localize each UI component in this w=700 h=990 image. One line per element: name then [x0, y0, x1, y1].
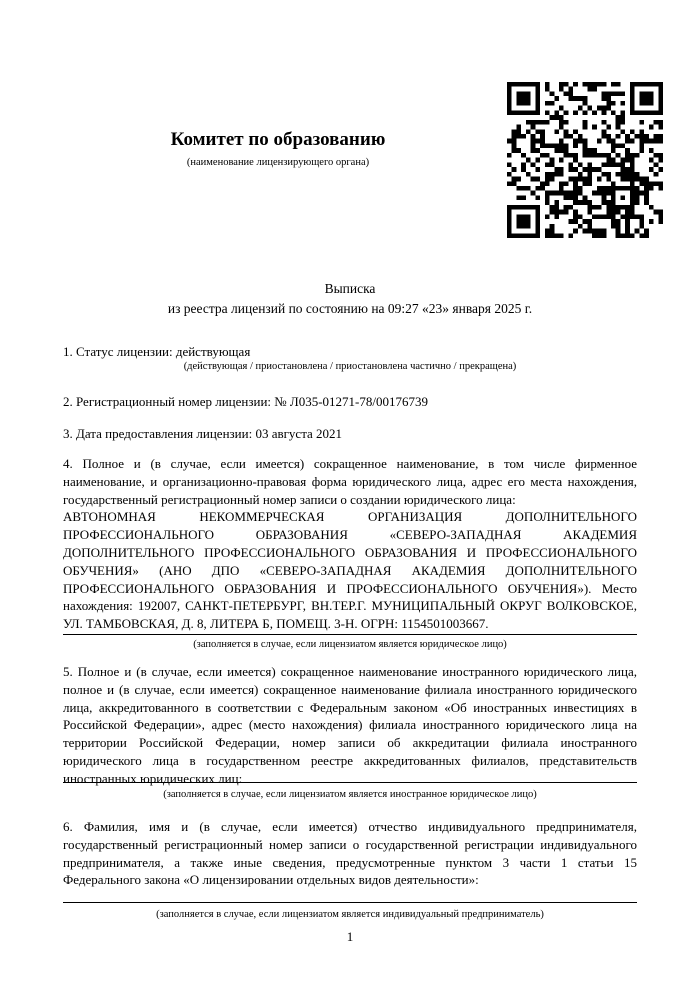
- document-subtitle: из реестра лицензий по состоянию на 09:27 «23» января 2025 г.: [167, 301, 533, 316]
- legal-entity-label: 4. Полное и (в случае, если имеется) сокращенное наименование, в том числе фирменное наименование, и организационно-правовая форма юридического лица, адрес его места нахождения, государственный регистрационный номер записи о создании юридического лица:: [63, 456, 637, 507]
- license-grant-date: 3. Дата предоставления лицензии: 03 августа 2021: [63, 426, 343, 441]
- license-registration-number: 2. Регистрационный номер лицензии: № Л035-01271-78/00176739: [63, 394, 429, 409]
- individual-entrepreneur-section: [63, 818, 637, 889]
- license-status: 1. Статус лицензии: действующая: [63, 344, 251, 359]
- document-title: Выписка: [324, 281, 376, 296]
- fill-line-foreign-entity: [63, 782, 637, 783]
- legal-entity-caption: (заполняется в случае, если лицензиатом является юридическое лицо): [193, 639, 507, 650]
- foreign-entity-caption: (заполняется в случае, если лицензиатом является иностранное юридическое лицо): [163, 789, 537, 800]
- foreign-entity-section: [63, 663, 637, 788]
- legal-entity-section: [63, 455, 637, 633]
- fill-line-legal-entity: [63, 634, 637, 635]
- individual-entrepreneur-caption: (заполняется в случае, если лицензиатом является индивидуальный предприниматель): [156, 909, 544, 920]
- licensing-authority-caption: (наименование лицензирующего органа): [186, 157, 370, 168]
- legal-entity-value: АВТОНОМНАЯ НЕКОММЕРЧЕСКАЯ ОРГАНИЗАЦИЯ ДОПОЛНИТЕЛЬНОГО ПРОФЕССИОНАЛЬНОГО ОБРАЗОВАНИЯ «СЕВЕРО-ЗАПАДНАЯ АКАДЕМИЯ ДОПОЛНИТЕЛЬНОГО ПРОФЕССИОНАЛЬНОГО ОБРАЗОВАНИЯ И ПРОФЕССИОНАЛЬНОГО ОБУЧЕНИЯ» (АНО ДПО «СЕВЕРО-ЗАПАДНАЯ АКАДЕМИЯ ДОПОЛНИТЕЛЬНОГО ПРОФЕССИОНАЛЬНОГО ОБРАЗОВАНИЯ И ПРОФЕССИОНАЛЬНОГО ОБУЧЕНИЯ»). Место нахождения: 192007, САНКТ-ПЕТЕРБУРГ, ВН.ТЕР.Г. МУНИЦИПАЛЬНЫЙ ОКРУГ ВОЛКОВСКОЕ, УЛ. ТАМБОВСКАЯ, Д. 8, ЛИТЕРА Б, ПОМЕЩ. 3-Н. ОГРН: 1154501003667.: [63, 509, 637, 632]
- qr-code: [507, 82, 663, 238]
- individual-entrepreneur-label: 6. Фамилия, имя и (в случае, если имеется) отчество индивидуального предпринимателя, государственный регистрационный номер записи о государственной регистрации индивидуального предпринимателя, а также иные сведения, предусмотренные пунктом 3 части 1 статьи 15 Федерального закона «О лицензировании отдельных видов деятельности»:: [63, 819, 637, 888]
- fill-line-individual-entrepreneur: [63, 902, 637, 903]
- page-number: 1: [346, 929, 354, 944]
- document-title-block: [63, 279, 637, 319]
- licensing-authority-name: Комитет по образованию: [170, 129, 386, 150]
- license-status-options-caption: (действующая / приостановлена / приостановлена частично / прекращена): [183, 361, 517, 372]
- foreign-entity-label: 5. Полное и (в случае, если имеется) сокращенное наименование иностранного юридического лица, полное и (в случае, если имеется) сокращенное наименование филиала иностранного юридического лица, аккредитованного в соответствии с Федеральным законом «Об иностранных инвестициях в Российской Федерации», адрес (место нахождения) филиала иностранного юридического лица на территории Российской Федерации, номер записи об аккредитации филиала иностранного юридического лица в государственном реестре аккредитованных филиалов, представительств иностранных юридических лиц:: [63, 664, 637, 786]
